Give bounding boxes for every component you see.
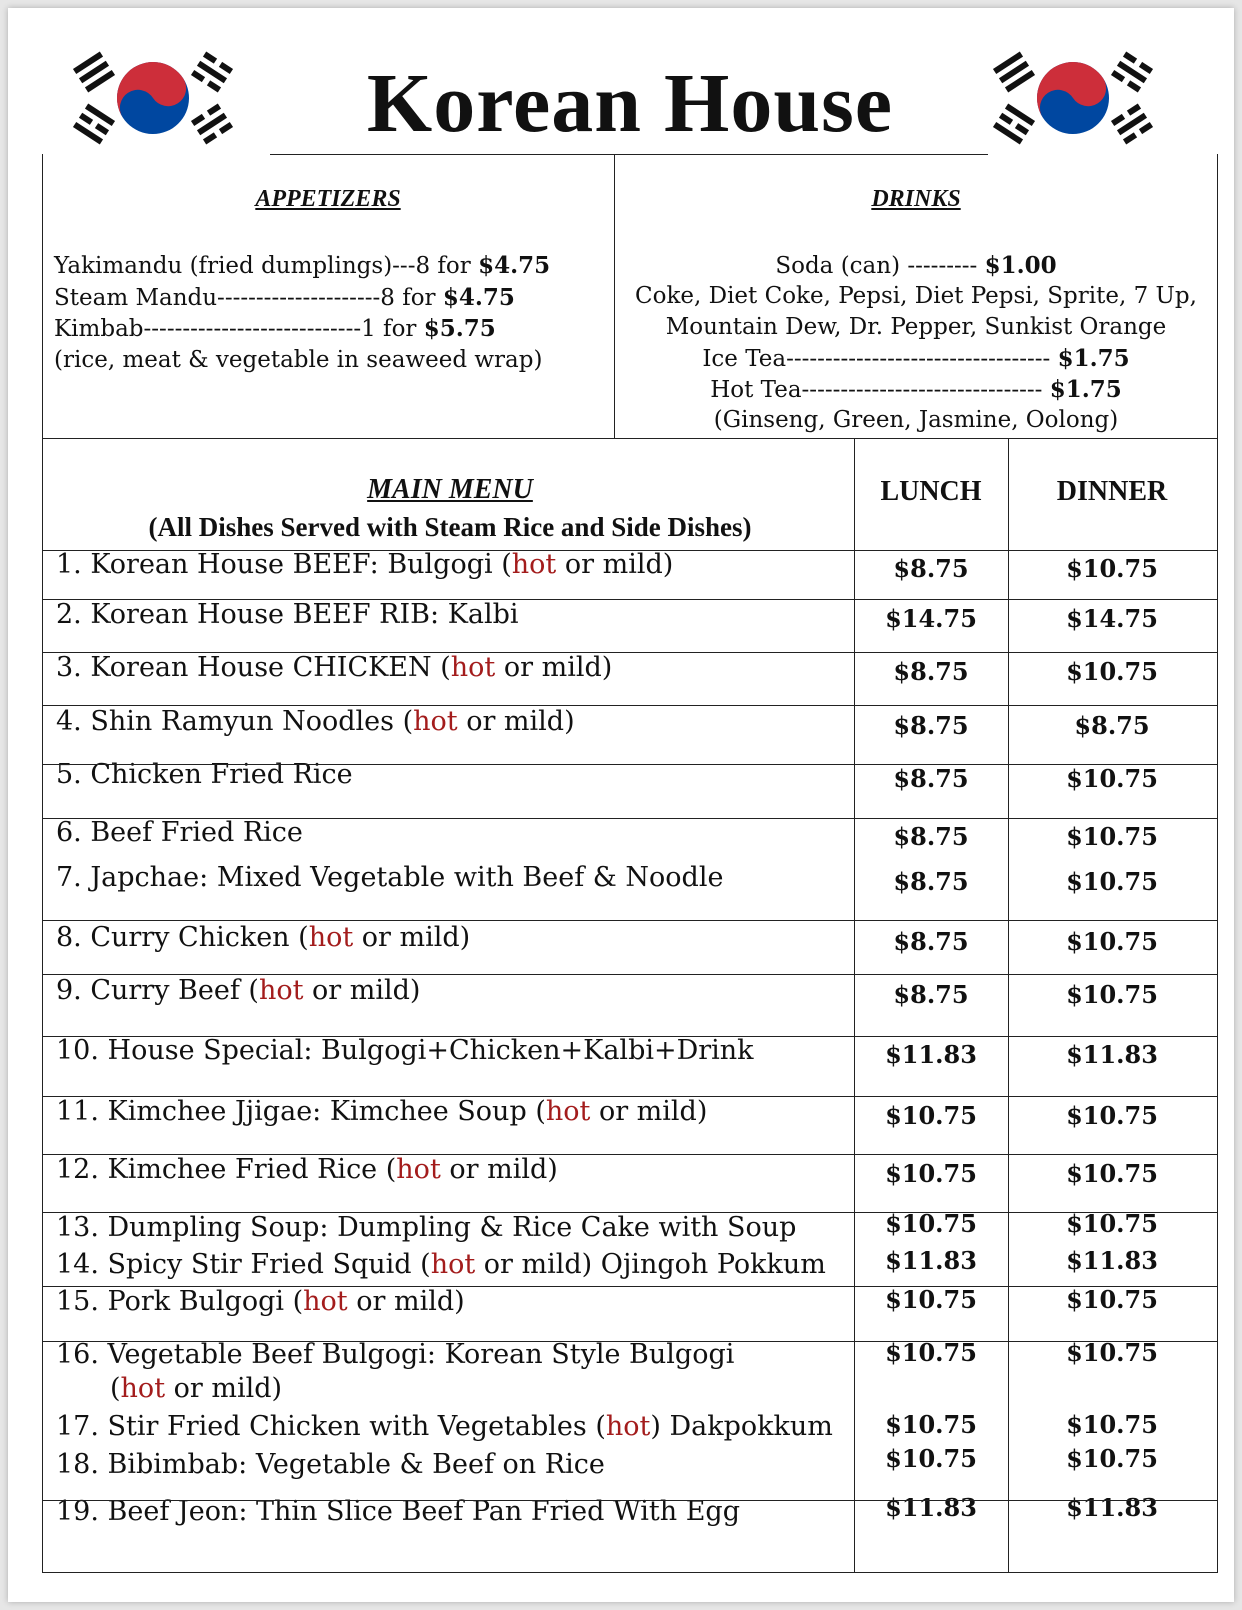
dish-text: 5. Chicken Fried Rice <box>56 759 353 790</box>
dinner-price: $10.75 <box>1066 822 1158 851</box>
dish-text: 16. Vegetable Beef Bulgogi: Korean Style Bulgogi <box>56 1339 735 1370</box>
page-title: Korean House <box>366 57 894 150</box>
dinner-price: $10.75 <box>1066 1410 1158 1439</box>
dish-text: or mild) <box>556 549 674 580</box>
drink-hot-tea <box>614 376 1218 403</box>
lunch-price: $8.75 <box>893 711 969 740</box>
row-divider <box>42 1036 1218 1037</box>
main-menu-subheading: (All Dishes Served with Steam Rice and Side Dishes) <box>148 512 752 542</box>
drink-ice-tea <box>614 345 1218 372</box>
dish-text: ( <box>110 1373 121 1404</box>
appetizer-price: $4.75 <box>478 252 551 279</box>
dish-text: 9. Curry Beef ( <box>56 975 259 1006</box>
dish-text: or mild) <box>440 1154 558 1185</box>
dinner-price: $10.75 <box>1066 764 1158 793</box>
dinner-price: $8.75 <box>1074 711 1150 740</box>
dinner-price: $10.75 <box>1066 980 1158 1009</box>
dish-text: or mild) <box>590 1096 708 1127</box>
hot-label: hot <box>511 549 557 580</box>
dinner-column-header: DINNER <box>1056 476 1168 507</box>
lunch-price: $8.75 <box>893 867 969 896</box>
dish-name <box>56 921 470 955</box>
dish-text: 8. Curry Chicken ( <box>56 922 309 953</box>
dinner-price: $11.83 <box>1066 1040 1158 1069</box>
appetizer-name: Steam Mandu---------------------8 for <box>54 285 443 311</box>
dish-name <box>56 974 420 1008</box>
dish-name <box>56 1285 465 1319</box>
row-divider <box>42 652 1218 653</box>
hot-label: hot <box>605 1411 651 1442</box>
lunch-price: $10.75 <box>885 1101 977 1130</box>
dinner-price: $10.75 <box>1066 867 1158 896</box>
menu-page <box>8 8 1234 1602</box>
dinner-price: $10.75 <box>1066 927 1158 956</box>
dish-name <box>56 861 723 895</box>
row-divider <box>42 1096 1218 1097</box>
dish-name <box>56 1034 754 1068</box>
row-divider <box>42 1154 1218 1155</box>
dish-text: 1. Korean House BEEF: Bulgogi ( <box>56 549 512 580</box>
appetizer-price: $4.75 <box>442 284 515 311</box>
dinner-price: $11.83 <box>1066 1246 1158 1275</box>
dish-text: or mild) <box>457 706 575 737</box>
row-divider <box>42 818 1218 819</box>
lunch-price: $11.83 <box>885 1040 977 1069</box>
dinner-price: $11.83 <box>1066 1493 1158 1522</box>
lunch-price: $10.75 <box>885 1444 977 1473</box>
soda-list-1: Coke, Diet Coke, Pepsi, Diet Pepsi, Sprite, 7 Up, <box>635 283 1197 309</box>
korean-flag-icon <box>68 38 238 156</box>
row-divider <box>42 705 1218 706</box>
dish-text: 2. Korean House BEEF RIB: Kalbi <box>56 599 519 630</box>
dish-text: 14. Spicy Stir Fried Squid ( <box>56 1249 431 1280</box>
lunch-price: $10.75 <box>885 1285 977 1314</box>
hot-label: hot <box>545 1096 591 1127</box>
appetizer-price: $5.75 <box>423 315 496 342</box>
dish-text: 18. Bibimbab: Vegetable & Beef on Rice <box>56 1449 605 1480</box>
dish-text: 3. Korean House CHICKEN ( <box>56 652 451 683</box>
lunch-price: $8.75 <box>893 822 969 851</box>
dish-text: 6. Beef Fried Rice <box>56 817 303 848</box>
dish-name <box>56 1448 605 1482</box>
hot-tea-label: Hot Tea------------------------------- <box>710 377 1050 403</box>
lunch-price: $11.83 <box>885 1493 977 1522</box>
dinner-price: $10.75 <box>1066 1209 1158 1238</box>
row-divider <box>42 920 1218 921</box>
dish-text: 15. Pork Bulgogi ( <box>56 1286 304 1317</box>
appetizer-note: (rice, meat & vegetable in seaweed wrap) <box>54 347 543 373</box>
lunch-price: $8.75 <box>893 657 969 686</box>
row-divider <box>42 764 1218 765</box>
hot-label: hot <box>450 652 496 683</box>
dish-name <box>56 548 673 582</box>
row-divider <box>42 1500 1218 1501</box>
dinner-price: $10.75 <box>1066 1444 1158 1473</box>
dish-text: 19. Beef Jeon: Thin Slice Beef Pan Fried With Egg <box>56 1496 741 1527</box>
ice-tea-label: Ice Tea---------------------------------- <box>702 346 1058 372</box>
row-divider <box>42 1212 1218 1213</box>
appetizers-heading: APPETIZERS <box>255 186 401 212</box>
ice-tea-price: $1.75 <box>1057 345 1130 372</box>
lunch-price: $10.75 <box>885 1159 977 1188</box>
hot-label: hot <box>258 975 304 1006</box>
dinner-price: $10.75 <box>1066 554 1158 583</box>
hot-label: hot <box>308 922 354 953</box>
dish-name <box>56 1095 707 1129</box>
dish-name <box>56 598 519 632</box>
hot-label: hot <box>120 1373 166 1404</box>
lunch-price: $10.75 <box>885 1410 977 1439</box>
korean-flag-icon <box>988 38 1158 156</box>
lunch-price: $8.75 <box>893 764 969 793</box>
row-divider <box>42 550 1218 551</box>
lunch-price: $8.75 <box>893 554 969 583</box>
dish-name <box>56 816 303 850</box>
left-flag-icon <box>68 38 238 156</box>
dinner-price: $10.75 <box>1066 1159 1158 1188</box>
dish-text: or mild) <box>303 975 421 1006</box>
dish-text: or mild) Ojingoh Pokkum <box>475 1249 826 1280</box>
dish-text: ) Dakpokkum <box>650 1411 833 1442</box>
lunch-price: $8.75 <box>893 980 969 1009</box>
tea-list: (Ginseng, Green, Jasmine, Oolong) <box>713 407 1119 433</box>
dish-name <box>56 705 575 739</box>
hot-label: hot <box>413 706 458 737</box>
dish-text: or mild) <box>495 652 613 683</box>
row-divider <box>42 974 1218 975</box>
dinner-price: $10.75 <box>1066 1285 1158 1314</box>
hot-label: hot <box>430 1249 476 1280</box>
dish-name <box>56 651 612 685</box>
row-divider <box>42 1286 1218 1287</box>
dish-name <box>56 1410 833 1444</box>
right-flag-icon <box>988 38 1158 156</box>
dish-text: 4. Shin Ramyun Noodles ( <box>56 706 414 737</box>
main-menu-header <box>42 474 858 543</box>
dish-name <box>56 1248 826 1282</box>
appetizer-name: Kimbab----------------------------1 for <box>54 316 424 342</box>
appetizer-name: Yakimandu (fried dumplings)---8 for <box>54 253 479 279</box>
dinner-price: $14.75 <box>1066 604 1158 633</box>
dinner-price: $10.75 <box>1066 657 1158 686</box>
soda-price: $1.00 <box>984 252 1057 279</box>
main-menu-heading: MAIN MENU <box>367 474 533 505</box>
dish-name <box>56 1153 558 1187</box>
lunch-price: $14.75 <box>885 604 977 633</box>
dish-text: 17. Stir Fried Chicken with Vegetables ( <box>56 1411 606 1442</box>
appetizer-item <box>54 315 496 342</box>
lunch-price: $10.75 <box>885 1338 977 1367</box>
appetizer-item <box>54 252 550 279</box>
dish-text: 12. Kimchee Fried Rice ( <box>56 1154 397 1185</box>
lunch-price: $8.75 <box>893 927 969 956</box>
dish-text: or mild) <box>165 1373 283 1404</box>
row-divider <box>42 1341 1218 1342</box>
dish-text: 13. Dumpling Soup: Dumpling & Rice Cake with Soup <box>56 1212 797 1243</box>
appetizer-item <box>54 284 515 311</box>
dish-name <box>56 1338 734 1406</box>
dish-text: or mild) <box>353 922 471 953</box>
lunch-column-header: LUNCH <box>880 476 982 507</box>
dish-text: 11. Kimchee Jjigae: Kimchee Soup ( <box>56 1096 546 1127</box>
hot-label: hot <box>303 1286 348 1317</box>
dish-text: 7. Japchae: Mixed Vegetable with Beef & Noodle <box>56 862 724 893</box>
dish-text: 10. House Special: Bulgogi+Chicken+Kalbi+Drink <box>56 1035 754 1066</box>
dish-text: or mild) <box>347 1286 465 1317</box>
dish-name <box>56 1211 796 1245</box>
soda-list-2: Mountain Dew, Dr. Pepper, Sunkist Orange <box>665 314 1167 340</box>
row-divider <box>42 599 1218 600</box>
dish-subline <box>56 1372 734 1406</box>
drink-soda <box>614 252 1218 279</box>
lunch-price: $10.75 <box>885 1209 977 1238</box>
soda-label: Soda (can) --------- <box>775 253 985 279</box>
hot-tea-price: $1.75 <box>1049 376 1122 403</box>
dinner-price: $10.75 <box>1066 1338 1158 1367</box>
lunch-price: $11.83 <box>885 1246 977 1275</box>
dinner-price: $10.75 <box>1066 1101 1158 1130</box>
drinks-heading: DRINKS <box>871 186 961 212</box>
top-section-bottom-line <box>42 438 1218 439</box>
hot-label: hot <box>396 1154 441 1185</box>
